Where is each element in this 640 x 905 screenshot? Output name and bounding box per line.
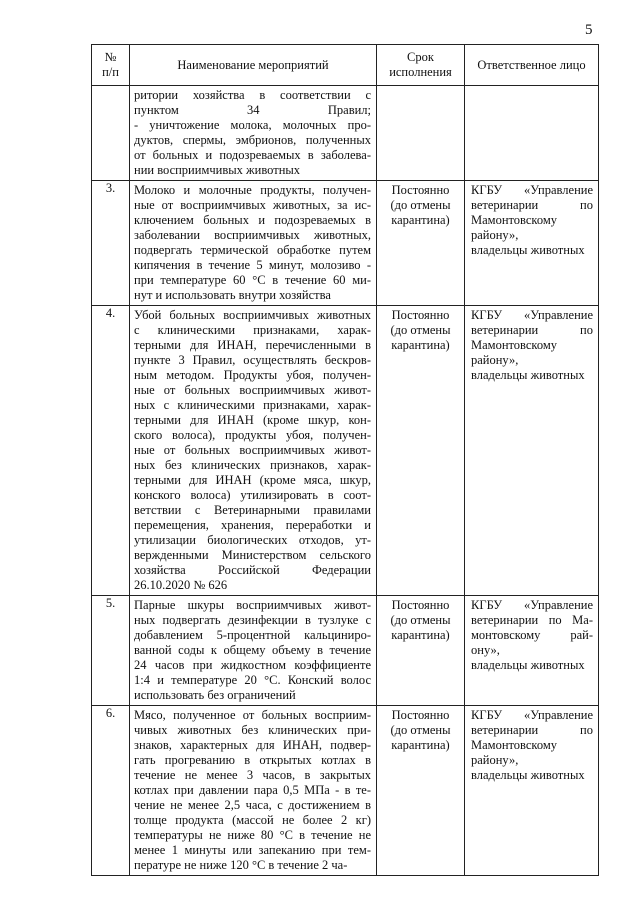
measure-name-line: ные от восприимчивых животных, за ис-: [134, 198, 371, 212]
responsible-person-line: владельцы животных: [471, 243, 585, 257]
execution-term-line: (до отмены: [390, 723, 451, 737]
measure-name-line: терными для ИНАН (кроме шкур, кон-: [134, 413, 371, 427]
table-header-row: [92, 45, 599, 86]
responsible-person-line: ветеринарии по: [471, 323, 593, 337]
responsible-person: [465, 596, 599, 706]
measure-name-line: Молоко и молочные продукты, получен-: [134, 183, 371, 197]
execution-term: [377, 706, 465, 876]
measure-name-line: использовать без ограничений: [134, 688, 296, 702]
responsible-person-line: владельцы животных: [471, 658, 585, 672]
measure-name-line: дуктов, спермы, эмбрионов, полученных: [134, 133, 371, 147]
responsible-person-line: КГБУ «Управление: [471, 708, 593, 722]
measure-name-line: менее 1 минуты или запеканию при тем-: [134, 843, 371, 857]
responsible-person-line: району»,: [471, 228, 519, 242]
execution-term-line: карантина): [391, 628, 450, 642]
measure-name-line: заболевании восприимчивых животных,: [134, 228, 371, 242]
header-term: Срок исполнения: [377, 45, 465, 86]
measure-name-line: 26.10.2020 № 626: [134, 578, 228, 592]
header-responsible: Ответственное лицо: [465, 45, 599, 86]
responsible-person-line: Мамонтовскому: [471, 213, 558, 227]
measure-name-line: ванной соды к общему объему в течение: [134, 643, 371, 657]
table-row: [92, 596, 599, 706]
measure-name-line: котлах при давлении пара 0,5 МПа - в те-: [134, 783, 371, 797]
responsible-person-line: Мамонтовскому: [471, 338, 558, 352]
responsible-person: [465, 306, 599, 596]
measure-name: [130, 181, 377, 306]
measure-name-line: ные от больных восприимчивых живот-: [134, 443, 371, 457]
measure-name-line: 1:4 и температуре 20 °C. Конский волос: [134, 673, 371, 687]
measure-name-line: кипячения в течение 5 минут, молозиво -: [134, 258, 371, 272]
measure-name-line: течение не менее 3 часов, в закрытых: [134, 768, 371, 782]
responsible-person-line: КГБУ «Управление: [471, 183, 593, 197]
measure-name-line: пературе не ниже 120 °C в течение 2 ча-: [134, 858, 348, 872]
measure-name: [130, 706, 377, 876]
measure-name-line: ных с клиническими признаками, харак-: [134, 398, 371, 412]
responsible-person-line: КГБУ «Управление: [471, 598, 593, 612]
table-row: [92, 181, 599, 306]
measure-name-line: ветствии с Ветеринарными правилами: [134, 503, 371, 517]
execution-term-line: карантина): [391, 338, 450, 352]
measure-name-line: от больных и подозреваемых в заболева-: [134, 148, 371, 162]
measure-name-line: терными для ИНАН, перечисленными в: [134, 338, 371, 352]
measure-name-line: Убой больных восприимчивых животных: [134, 308, 371, 322]
measure-name: [130, 596, 377, 706]
execution-term-line: Постоянно: [391, 308, 450, 322]
responsible-person-line: району»,: [471, 353, 519, 367]
row-number: 5.: [92, 596, 130, 706]
execution-term-line: карантина): [391, 738, 450, 752]
responsible-person-line: району»,: [471, 753, 519, 767]
execution-term-line: Постоянно: [391, 598, 450, 612]
measure-name-line: пунктом 34 Правил;: [134, 103, 371, 117]
responsible-person-line: КГБУ «Управление: [471, 308, 593, 322]
measures-table: [91, 44, 599, 876]
measure-name-line: Мясо, полученное от больных восприим-: [134, 708, 371, 722]
measure-name-line: - уничтожение молока, молочных про-: [134, 118, 371, 132]
measure-name-line: температуры не ниже 80 °C в течение не: [134, 828, 371, 842]
measure-name-line: Парные шкуры восприимчивых живот-: [134, 598, 371, 612]
execution-term: [377, 181, 465, 306]
page-number: 5: [585, 22, 593, 38]
measure-name-line: пункте 3 Правил, осуществлять бескров-: [134, 353, 371, 367]
measure-name-line: терными для ИНАН (кроме мяса, шкур,: [134, 473, 371, 487]
measure-name-line: конского волоса) утилизировать в соот-: [134, 488, 371, 502]
header-num: № п/п: [92, 45, 130, 86]
responsible-person-line: ветеринарии по: [471, 198, 593, 212]
measure-name-line: ключением больных и подозреваемых в: [134, 213, 371, 227]
measure-name-line: ные от больных восприимчивых живот-: [134, 383, 371, 397]
row-number: [92, 86, 130, 181]
table-row: [92, 86, 599, 181]
execution-term-line: Постоянно: [391, 708, 450, 722]
measure-name-line: толще продукта (массой не более 2 кг): [134, 813, 371, 827]
responsible-person-line: ветеринарии по Ма-: [471, 613, 593, 627]
measure-name-line: ского волоса), продукты убоя, получен-: [134, 428, 371, 442]
measure-name-line: вержденными Министерством сельского: [134, 548, 371, 562]
responsible-person-line: владельцы животных: [471, 768, 585, 782]
measure-name-line: ных подвергать дезинфекции в тузлуке с: [134, 613, 371, 627]
execution-term-line: (до отмены: [390, 198, 451, 212]
measure-name-line: хозяйства Российской Федерации: [134, 563, 371, 577]
measure-name-line: ным методом. Продукты убоя, получен-: [134, 368, 371, 382]
responsible-person: [465, 706, 599, 876]
measure-name-line: утилизации биологических отходов, ут-: [134, 533, 371, 547]
responsible-person-line: монтовскому рай-: [471, 628, 593, 642]
row-number: 3.: [92, 181, 130, 306]
measure-name-line: чивых животных без клинических при-: [134, 723, 371, 737]
table-row: [92, 706, 599, 876]
measure-name-line: с клиническими признаками, харак-: [134, 323, 371, 337]
execution-term-line: (до отмены: [390, 323, 451, 337]
execution-term: [377, 306, 465, 596]
responsible-person-line: Мамонтовскому: [471, 738, 558, 752]
measure-name-line: нут и использовать внутри хозяйства: [134, 288, 331, 302]
measure-name-line: чение не менее 2,5 часа, с достижением в: [134, 798, 371, 812]
execution-term-line: Постоянно: [391, 183, 450, 197]
responsible-person-line: владельцы животных: [471, 368, 585, 382]
measure-name-line: добавлением 5-процентной кальциниро-: [134, 628, 371, 642]
execution-term: [377, 86, 465, 181]
measure-name-line: подвергать термической обработке путем: [134, 243, 371, 257]
measure-name-line: 24 часов при жидкостном коэффициенте: [134, 658, 371, 672]
measure-name-line: ритории хозяйства в соответствии с: [134, 88, 371, 102]
table-row: [92, 306, 599, 596]
header-name: Наименование мероприятий: [130, 45, 377, 86]
responsible-person-line: ветеринарии по: [471, 723, 593, 737]
measure-name-line: нии восприимчивых животных: [134, 163, 301, 177]
measure-name: [130, 306, 377, 596]
measure-name-line: при температуре 60 °C в течение 60 ми-: [134, 273, 371, 287]
responsible-person-line: ону»,: [471, 643, 500, 657]
measure-name-line: ных без клинических признаков, харак-: [134, 458, 371, 472]
execution-term-line: карантина): [391, 213, 450, 227]
responsible-person: [465, 181, 599, 306]
measure-name-line: знаков, характерных для ИНАН, подвер-: [134, 738, 371, 752]
row-number: 6.: [92, 706, 130, 876]
measure-name-line: перемещения, хранения, переработки и: [134, 518, 371, 532]
row-number: 4.: [92, 306, 130, 596]
execution-term: [377, 596, 465, 706]
responsible-person: [465, 86, 599, 181]
execution-term-line: (до отмены: [390, 613, 451, 627]
measure-name-line: гать прогреванию в открытых котлах в: [134, 753, 371, 767]
measure-name: [130, 86, 377, 181]
